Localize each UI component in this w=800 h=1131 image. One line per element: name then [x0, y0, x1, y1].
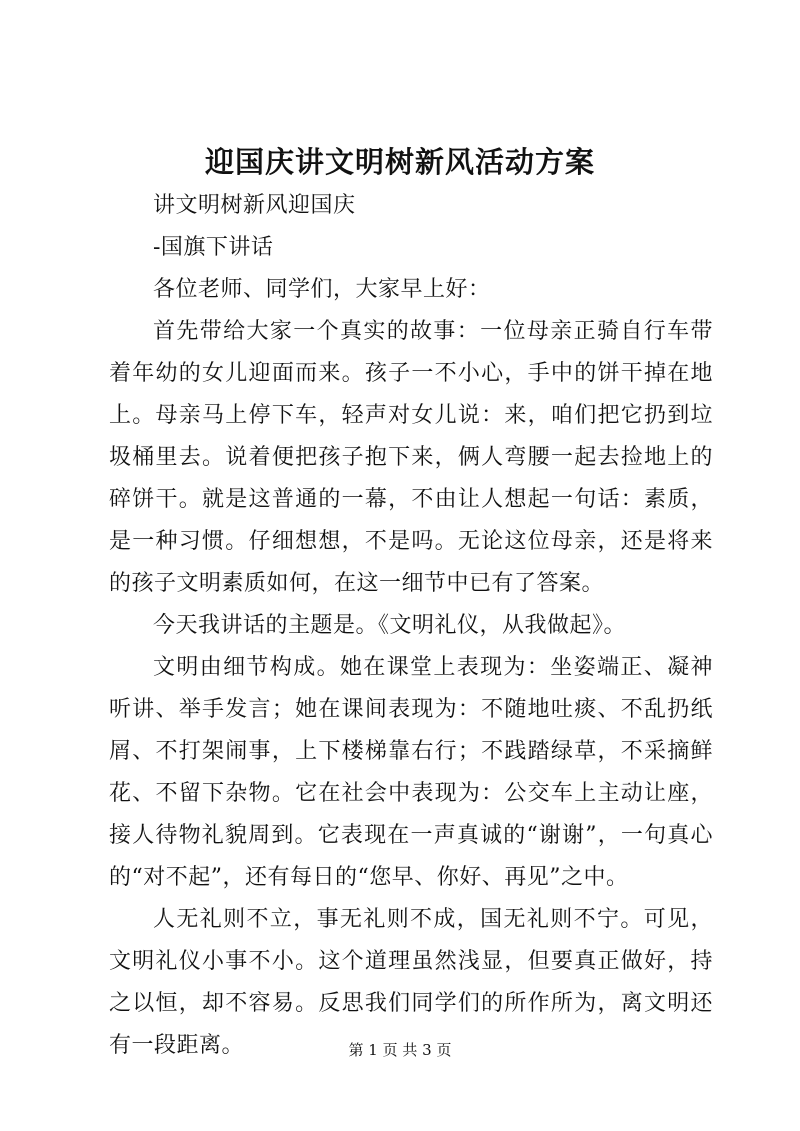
- greeting-paragraph: 各位老师、同学们，大家早上好：: [153, 277, 491, 302]
- story-paragraph: 首先带给大家一个真实的故事：一位母亲正骑自行车带着年幼的女儿迎面而来。孩子一不小心，手中的饼干掉在地上。母亲马上停下车，轻声对女儿说：来，咱们把它扔到垃圾桶里去。说着便把孩子抱下来，俩人弯腰一起去捡地上的碎饼干。就是这普通的一幕，不由让人想起一句话：素质，是一种习惯。仔细想想，不是吗。无论这位母亲，还是将来的孩子文明素质如何，在这一细节中已有了答案。: [109, 319, 713, 596]
- speech-type-line: -国旗下讲话: [153, 235, 274, 260]
- document-body: [109, 185, 713, 1067]
- civility-details-paragraph: 文明由细节构成。她在课堂上表现为：坐姿端正、凝神听讲、举手发言；她在课间表现为：不随地吐痰、不乱扔纸屑、不打架闹事，上下楼梯靠右行；不践踏绿草，不采摘鲜花、不留下杂物。它在社会中表现为：公交车上主动让座，接人待物礼貌周到。它表现在一声真诚的“谢谢”，一句真心的“对不起”，还有每日的“您早、你好、再见”之中。: [109, 655, 713, 890]
- reflection-paragraph: 人无礼则不立，事无礼则不成，国无礼则不宁。可见，文明礼仪小事不小。这个道理虽然浅显，但要真正做好，持之以恒，却不容易。反思我们同学们的所作所为，离文明还有一段距离。: [109, 907, 713, 1058]
- topic-paragraph: 今天我讲话的主题是。《文明礼仪，从我做起》。: [153, 613, 627, 638]
- subtitle-line: 讲文明树新风迎国庆: [153, 193, 356, 218]
- page-number-footer: 第 1 页 共 3 页: [348, 1041, 452, 1059]
- document-title: 迎国庆讲文明树新风活动方案: [204, 145, 595, 179]
